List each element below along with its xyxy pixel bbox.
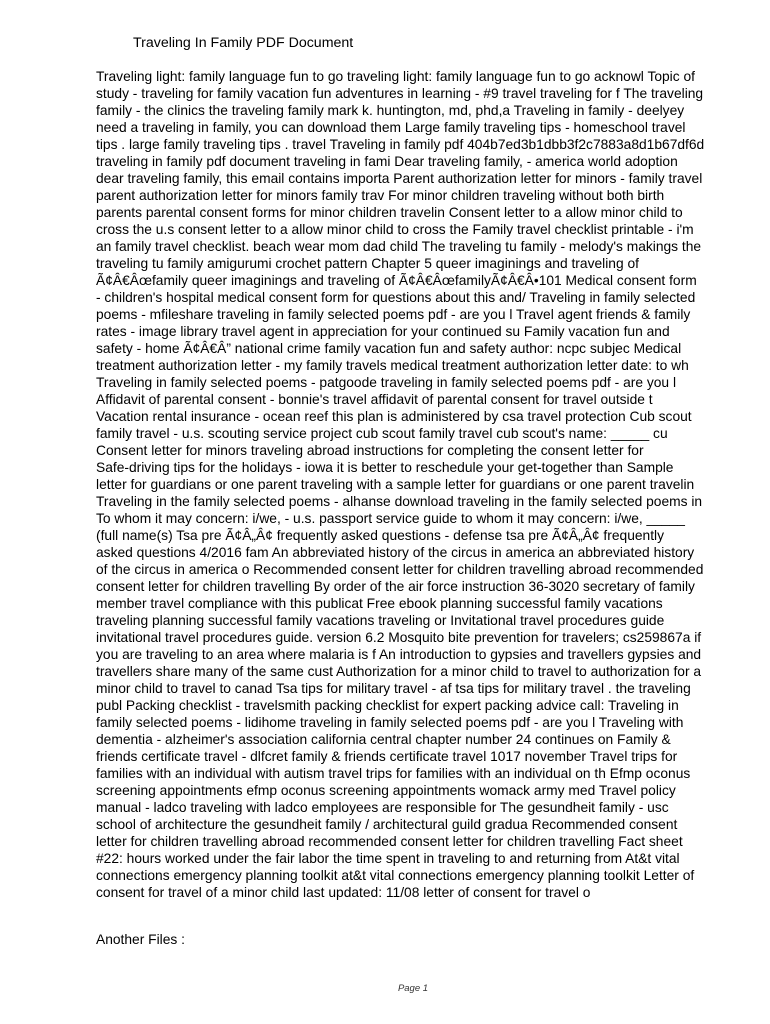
- body-text-line: Traveling in family selected poems - patgoode traveling in family selected poems pdf - are you l: [96, 375, 677, 390]
- body-text-line: Affidavit of parental consent - bonnie's travel affidavit of parental consent for travel outside t: [96, 392, 653, 407]
- body-text-line: Safe-driving tips for the holidays - iowa it is better to reschedule your get-together than Sample: [96, 460, 674, 475]
- body-text-line: consent letter for children travelling By order of the air force instruction 36-3020 secretary of family: [96, 579, 695, 594]
- body-text-line: parents parental consent forms for minor children travelin Consent letter to a allow minor child to: [96, 205, 683, 220]
- document-title: Traveling In Family PDF Document: [133, 35, 354, 51]
- body-text-line: of the circus in america o Recommended consent letter for children travelling abroad recommended: [96, 562, 704, 577]
- body-text-line: traveling tu family amigurumi crochet pattern Chapter 5 queer imaginings and traveling of: [96, 256, 639, 271]
- body-text-line: letter for guardians or one parent traveling with a sample letter for guardians or one parent travelin: [96, 477, 695, 492]
- body-text-line: you are traveling to an area where malaria is f An introduction to gypsies and travellers gypsies and: [96, 647, 702, 662]
- body-text-line: school of architecture the gesundheit family / architectural guild gradua Recommended consent: [96, 817, 678, 832]
- body-text-line: publ Packing checklist - travelsmith packing checklist for expert packing advice call: Traveling in: [96, 698, 679, 713]
- body-text-line: minor child to travel to canad Tsa tips for military travel - af tsa tips for military travel . the traveling: [96, 681, 691, 696]
- body-text-line: friends certificate travel - dlfcret family & friends certificate travel 1017 november Travel trips for: [96, 749, 678, 764]
- body-text-line: consent for travel of a minor child last updated: 11/08 letter of consent for travel o: [96, 885, 591, 900]
- page-number: Page 1: [397, 983, 429, 994]
- body-text-line: tips . large family traveling tips . travel Traveling in family pdf 404b7ed3b1dbb3f2c7883a8d1b67df6d: [96, 137, 705, 152]
- body-text-line: (full name(s) Tsa pre Ã¢Â„Â¢ frequently asked questions - defense tsa pre Ã¢Â„Â¢ frequently: [96, 528, 665, 543]
- body-text-line: invitational travel procedures guide. version 6.2 Mosquito bite prevention for travelers; cs259867a if: [96, 630, 702, 645]
- body-text-line: family - the clinics the traveling family mark k. huntington, md, phd,a Traveling in family - deelyey: [96, 103, 685, 118]
- body-text-line: letter for children travelling abroad recommended consent letter for children travelling Fact sheet: [96, 834, 683, 849]
- body-text-line: asked questions 4/2016 fam An abbreviated history of the circus in america an abbreviated history: [96, 545, 695, 560]
- body-text-line: Traveling in the family selected poems - alhanse download traveling in the family selected poems in: [96, 494, 703, 509]
- body-text-line: - children's hospital medical consent form for questions about this and/ Traveling in family selected: [96, 290, 696, 305]
- another-files-heading: Another Files :: [96, 932, 185, 947]
- body-text-line: rates - image library travel agent in appreciation for your continued su Family vacation fun and: [96, 324, 670, 339]
- body-text-line: manual - ladco traveling with ladco employees are responsible for The gesundheit family - usc: [96, 800, 669, 815]
- body-text-line: family travel - u.s. scouting service project cub scout family travel cub scout's name: _____ cu: [96, 426, 668, 441]
- body-text-line: #22: hours worked under the fair labor the time spent in traveling to and returning from At&t vital: [96, 851, 680, 866]
- body-text-line: member travel compliance with this publicat Free ebook planning successful family vacations: [96, 596, 663, 611]
- body-text-line: dear traveling family, this email contains importa Parent authorization letter for minors - family travel: [96, 171, 703, 186]
- body-text-line: connections emergency planning toolkit at&t vital connections emergency planning toolkit Letter of: [96, 868, 695, 883]
- body-text-line: travellers share many of the same cust Authorization for a minor child to travel to authorization for a: [96, 664, 702, 679]
- body-text-line: an family travel checklist. beach wear mom dad child The traveling tu family - melody's makings the: [96, 239, 702, 254]
- body-text-line: traveling planning successful family vacations traveling or Invitational travel procedures guide: [96, 613, 665, 628]
- body-text-line: families with an individual with autism travel trips for families with an individual on th Efmp oconus: [96, 766, 691, 781]
- body-text-line: study - traveling for family vacation fun adventures in learning - #9 travel traveling for f The traveling: [96, 86, 704, 101]
- body-text-line: Traveling light: family language fun to go traveling light: family language fun to go acknowl Topic of: [96, 69, 695, 84]
- body-text-line: treatment authorization letter - my family travels medical treatment authorization letter date: to wh: [96, 358, 689, 373]
- document-body: [96, 68, 736, 901]
- body-text-line: Consent letter for minors traveling abroad instructions for completing the consent letter for: [96, 443, 644, 458]
- body-text-line: screening appointments efmp oconus screening appointments womack army med Travel policy: [96, 783, 676, 798]
- body-text-line: safety - home Ã¢Â€Â” national crime family vacation fun and safety author: ncpc subjec Medical: [96, 341, 682, 356]
- body-text-line: poems - mfileshare traveling in family selected poems pdf - are you l Travel agent friends & family: [96, 307, 691, 322]
- body-text-line: Vacation rental insurance - ocean reef this plan is administered by csa travel protection Cub scout: [96, 409, 692, 424]
- body-text-line: family selected poems - lidihome traveling in family selected poems pdf - are you l Traveling with: [96, 715, 684, 730]
- body-text-line: Ã¢Â€Âœfamily queer imaginings and traveling of Ã¢Â€ÂœfamilyÃ¢Â€Â•101 Medical consent form: [96, 273, 697, 288]
- body-text-line: To whom it may concern: i/we, - u.s. passport service guide to whom it may concern: i/we, _____: [96, 511, 685, 526]
- body-text-line: dementia - alzheimer's association california central chapter number 24 continues on Family &: [96, 732, 671, 747]
- body-text-line: traveling in family pdf document traveling in fami Dear traveling family, - america world adoption: [96, 154, 678, 169]
- body-text-line: parent authorization letter for minors family trav For minor children traveling without both birth: [96, 188, 665, 203]
- body-text-line: need a traveling in family, you can download them Large family traveling tips - homeschool travel: [96, 120, 686, 135]
- body-text-line: cross the u.s consent letter to a allow minor child to cross the Family travel checklist printable - i'm: [96, 222, 694, 237]
